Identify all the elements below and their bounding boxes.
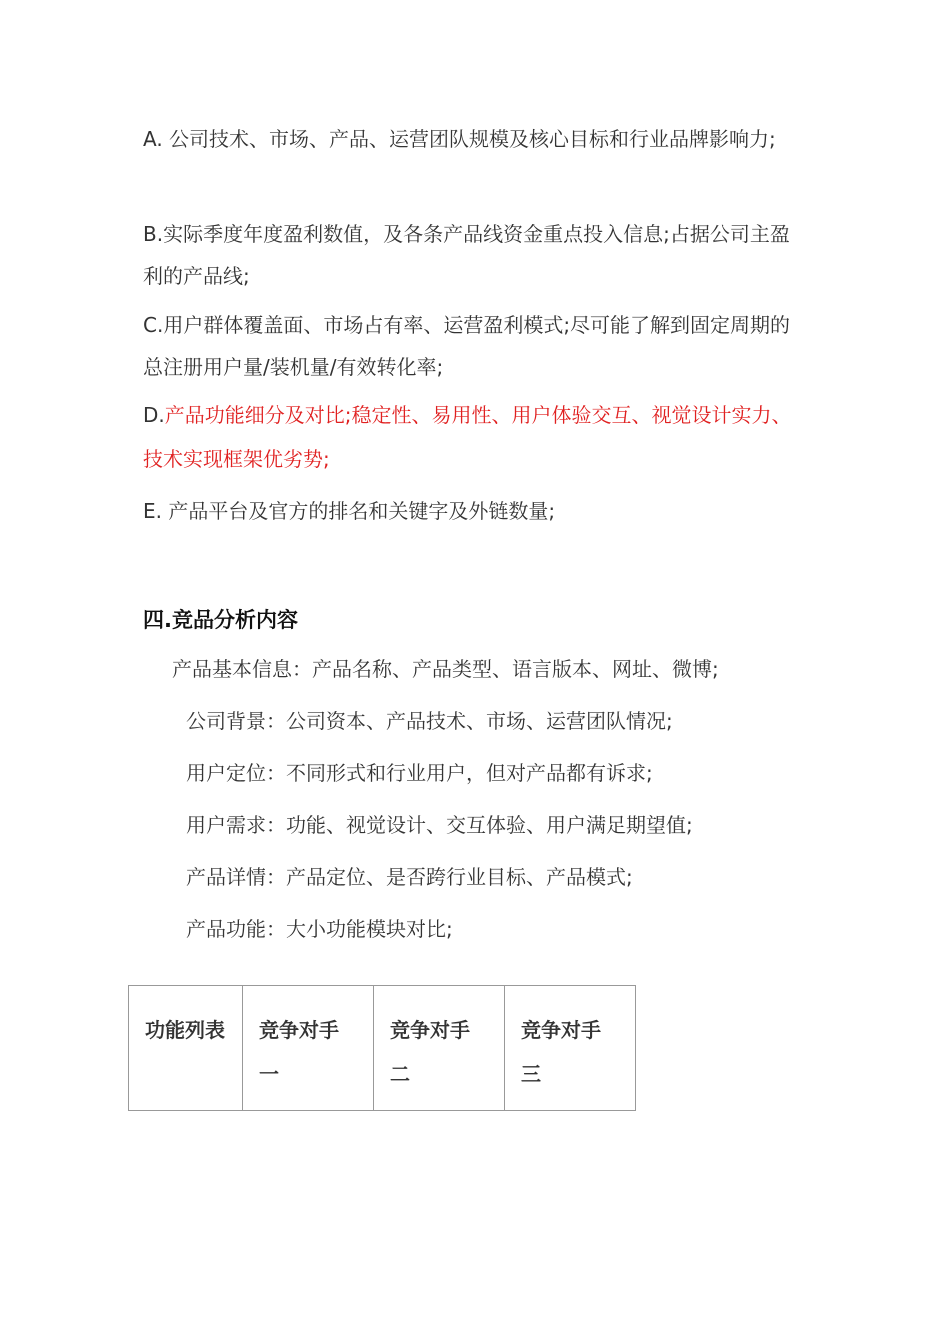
header-feature-list: 功能列表 (129, 986, 243, 1111)
list-item-b: B.实际季度年度盈利数值，及各条产品线资金重点投入信息;占据公司主盈利的产品线; (143, 222, 790, 288)
table-header-row (129, 986, 636, 1111)
header-competitor-3: 竞争对手三 (505, 986, 636, 1111)
section-title: 四.竞品分析内容 (143, 608, 298, 632)
info-product-details: 产品详情：产品定位、是否跨行业目标、产品模式; (186, 865, 633, 889)
feature-comparison-table (128, 985, 636, 1111)
header-competitor-1: 竞争对手一 (243, 986, 374, 1111)
list-item-e: E. 产品平台及官方的排名和关键字及外链数量; (143, 499, 556, 523)
info-user-position: 用户定位：不同形式和行业用户，但对产品都有诉求; (186, 761, 653, 785)
info-basic: 产品基本信息：产品名称、产品类型、语言版本、网址、微博; (172, 657, 719, 681)
list-item-d-text: 产品功能细分及对比;稳定性、易用性、用户体验交互、视觉设计实力、技术实现框架优劣势; (143, 403, 792, 471)
info-product-features: 产品功能：大小功能模块对比; (186, 917, 453, 941)
info-user-needs: 用户需求：功能、视觉设计、交互体验、用户满足期望值; (186, 813, 693, 837)
list-item-d (143, 393, 808, 481)
info-company: 公司背景：公司资本、产品技术、市场、运营团队情况; (186, 709, 673, 733)
list-item-c: C.用户群体覆盖面、市场占有率、运营盈利模式;尽可能了解到固定周期的总注册用户量/装机量/有效转化率; (143, 313, 791, 379)
list-item-a: A. 公司技术、市场、产品、运营团队规模及核心目标和行业品牌影响力; (143, 127, 776, 151)
list-item-d-lead: D. (143, 403, 165, 427)
header-competitor-2: 竞争对手二 (374, 986, 505, 1111)
